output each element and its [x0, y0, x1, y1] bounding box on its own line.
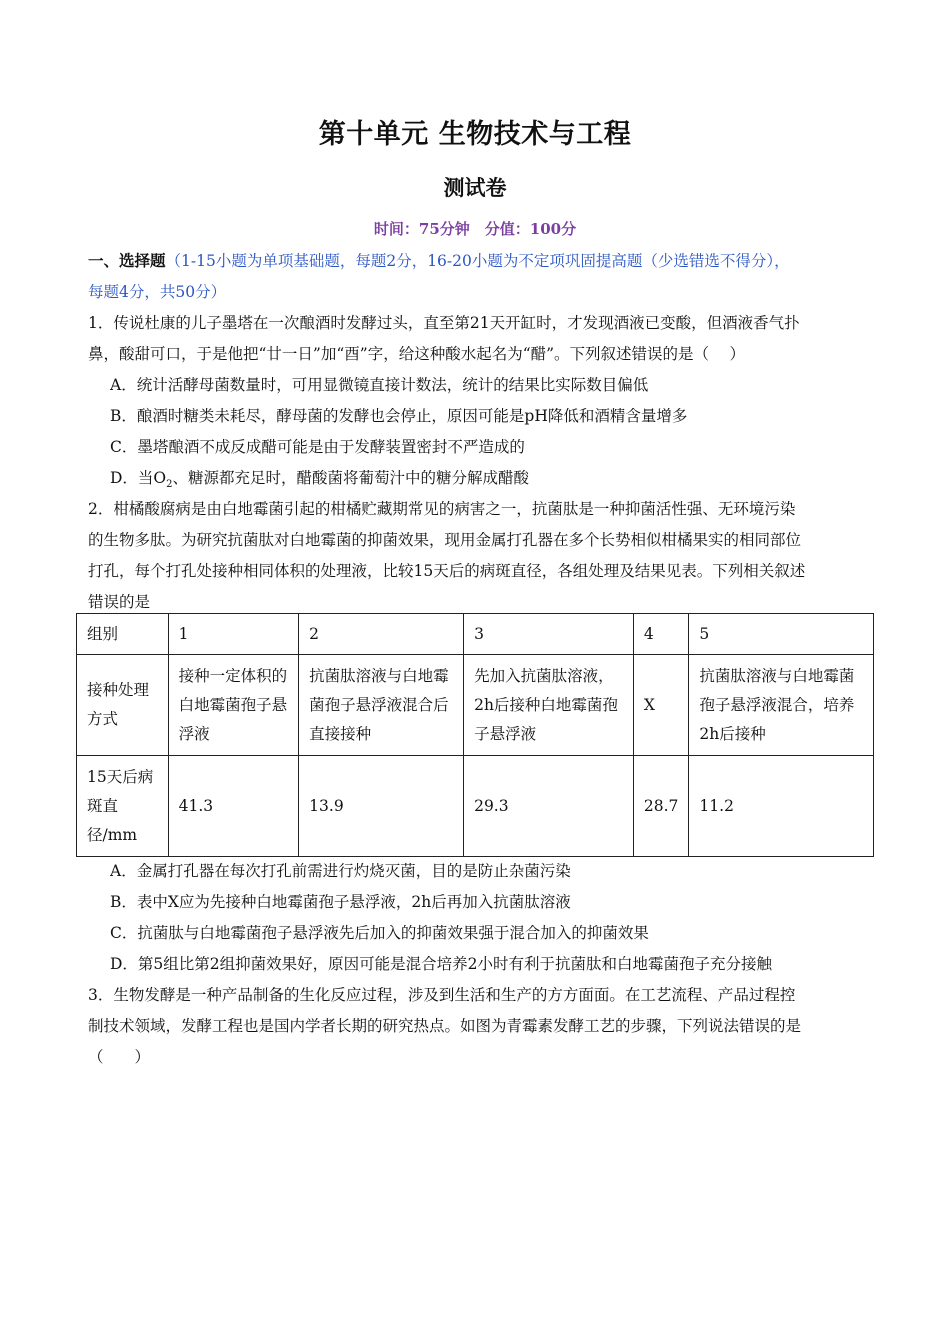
q3-stem-line2: 制技术领域，发酵工程也是国内学者长期的研究热点。如图为青霉素发酵工艺的步骤，下列说法错误的是 — [88, 1017, 802, 1035]
table-cell: 41.3 — [168, 756, 299, 857]
q2-option-a: A．金属打孔器在每次打孔前需进行灼烧灭菌，目的是防止杂菌污染 — [110, 862, 571, 880]
q1-option-c: C．墨塔酿酒不成反成醋可能是由于发酵装置密封不严造成的 — [110, 438, 525, 456]
q1-option-d-pre: D．当O — [110, 469, 167, 487]
questions-part-2 — [88, 856, 872, 1073]
q3-stem-line1: 3．生物发酵是一种产品制备的生化反应过程，涉及到生活和生产的方方面面。在工艺流程、产品过程控 — [88, 986, 796, 1004]
table-cell: 接种处理方式 — [77, 655, 169, 756]
q1-stem-line1: 1．传说杜康的儿子墨塔在一次酿酒时发酵过头，直至第21天开缸时，才发现酒液已变酸，但酒液香气扑 — [88, 314, 800, 332]
table-cell: 抗菌肽溶液与白地霉菌孢子悬浮液混合，培养2h后接种 — [689, 655, 874, 756]
table-cell: 28.7 — [633, 756, 689, 857]
table-row — [77, 756, 874, 857]
q1-option-b: B．酿酒时糖类未耗尽，酵母菌的发酵也会停止，原因可能是pH降低和酒精含量增多 — [110, 407, 688, 425]
table-cell: 15天后病斑直径/mm — [77, 756, 169, 857]
table-cell: 先加入抗菌肽溶液，2h后接种白地霉菌孢子悬浮液 — [464, 655, 634, 756]
section-note-cont: 每题4分，共50分） — [88, 283, 227, 301]
table-row — [77, 614, 874, 655]
q2-option-c: C．抗菌肽与白地霉菌孢子悬浮液先后加入的抑菌效果强于混合加入的抑菌效果 — [110, 924, 649, 942]
table-cell: 11.2 — [689, 756, 874, 857]
section-note: （1-15小题为单项基础题，每题2分，16-20小题为不定项巩固提高题（少选错选不得分）， — [165, 252, 790, 270]
table-cell: 13.9 — [299, 756, 464, 857]
table-cell: 1 — [168, 614, 299, 655]
section-title: 一、选择题 — [88, 252, 166, 270]
q1-stem-line2: 鼻，酸甜可口，于是他把“廿一日”加“酉”字，给这种酸水起名为“醋”。下列叙述错误的是（ ） — [88, 345, 745, 363]
questions-part-1 — [88, 246, 872, 618]
q1-option-d-post: 、糖源都充足时，醋酸菌将葡萄汁中的糖分解成醋酸 — [172, 469, 530, 487]
table-cell: X — [633, 655, 689, 756]
q2-stem-line4: 错误的是 — [88, 593, 151, 611]
table-cell: 2 — [299, 614, 464, 655]
q1-option-d — [88, 463, 872, 494]
table-cell: 4 — [633, 614, 689, 655]
table-row — [77, 655, 874, 756]
q1-option-a: A．统计活酵母菌数量时，可用显微镜直接计数法，统计的结果比实际数目偏低 — [110, 376, 649, 394]
q3-stem-line3: （ ） — [88, 1048, 151, 1066]
q2-stem-line3: 打孔，每个打孔处接种相同体积的处理液，比较15天后的病斑直径，各组处理及结果见表。下列相关叙述 — [88, 562, 806, 580]
q2-stem-line1: 2．柑橘酸腐病是由白地霉菌引起的柑橘贮藏期常见的病害之一，抗菌肽是一种抑菌活性强、无环境污染 — [88, 500, 796, 518]
q2-option-d: D．第5组比第2组抑菌效果好，原因可能是混合培养2小时有利于抗菌肽和白地霉菌孢子充分接触 — [110, 955, 773, 973]
exam-meta: 时间：75分钟 分值：100分 — [373, 220, 577, 238]
q2-option-b: B．表中X应为先接种白地霉菌孢子悬浮液，2h后再加入抗菌肽溶液 — [110, 893, 571, 911]
table-cell: 接种一定体积的白地霉菌孢子悬浮液 — [168, 655, 299, 756]
table-cell: 抗菌肽溶液与白地霉菌孢子悬浮液混合后直接接种 — [299, 655, 464, 756]
table-cell: 5 — [689, 614, 874, 655]
table-cell: 29.3 — [464, 756, 634, 857]
table-cell: 组别 — [77, 614, 169, 655]
q1-option-d-sub: 2 — [166, 479, 173, 491]
page-title: 第十单元 生物技术与工程 — [318, 119, 632, 150]
page-subtitle: 测试卷 — [443, 176, 507, 200]
table-cell: 3 — [464, 614, 634, 655]
q2-stem-line2: 的生物多肽。为研究抗菌肽对白地霉菌的抑菌效果，现用金属打孔器在多个长势相似柑橘果实的相同部位 — [88, 531, 802, 549]
section-heading — [88, 246, 872, 277]
results-table — [76, 613, 874, 857]
